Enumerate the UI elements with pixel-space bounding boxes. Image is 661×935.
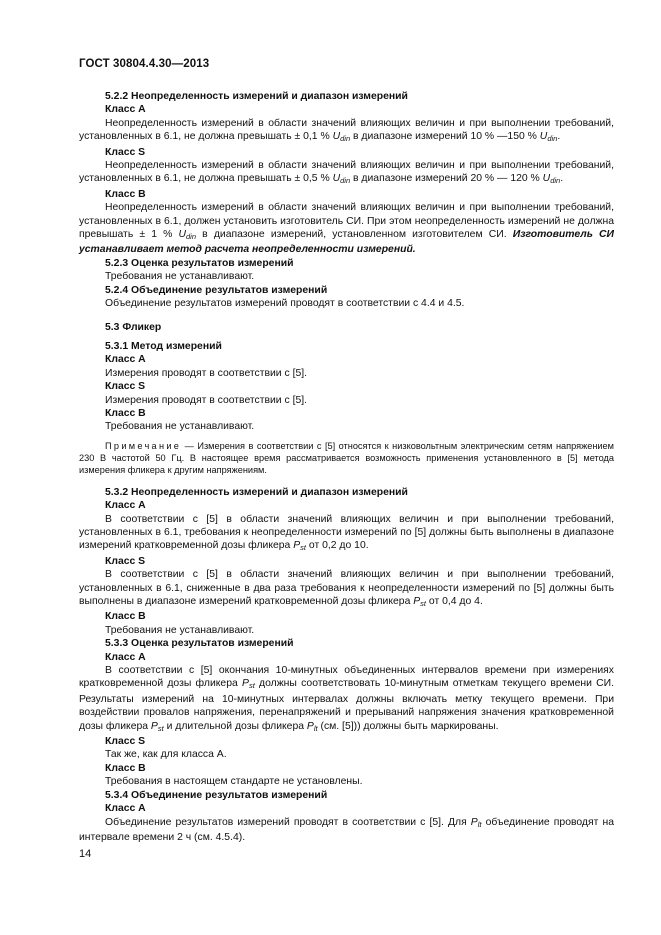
class-a-label: Класс А bbox=[105, 803, 146, 815]
section-title-5-3: 5.3 Фликер bbox=[105, 321, 162, 333]
paragraph: Требования не устанавливают. bbox=[105, 624, 255, 636]
paragraph: Измерения проводят в соответствии с [5]. bbox=[105, 394, 308, 406]
page-number: 14 bbox=[79, 848, 92, 860]
section-title-5-2-2: 5.2.2 Неопределенность измерений и диапазон измерений bbox=[105, 91, 408, 102]
section-title-5-3-2: 5.3.2 Неопределенность измерений и диапазон измерений bbox=[105, 486, 408, 498]
class-b-label: Класс В bbox=[105, 762, 146, 774]
class-s-label: Класс S bbox=[105, 555, 146, 567]
paragraph: В соответствии с [5] в области значений влияющих величин и при выполнении требований, установленных в 6.1, сниженные в два раза требования к неопределенности измерений по [5] должны быть выполнены в диапазоне измерений кратковременной дозы фликера $P_{st}$ от 0,4 до 4. bbox=[79, 569, 614, 608]
paragraph: Требования не устанавливают. bbox=[105, 421, 255, 433]
paragraph: Неопределенность измерений в области значений влияющих величин и при выполнении требований, установленных в 6.1, не должна превышать ± 0,5 % $U_{din}$ в диапазоне измерений 20 % — 120 % $U_{din}$. bbox=[79, 160, 614, 186]
section-title-5-2-4: 5.2.4 Объединение результатов измерений bbox=[105, 284, 328, 296]
class-b-label: Класс В bbox=[105, 611, 146, 623]
paragraph: В соответствии с [5] окончания 10-минутных объединенных интервалов времени при измерениях кратковременной дозы фликера $P_{st}$ должны соответствовать 10-минутным отметкам текущего времени СИ. Результаты измерений на 10-минутных интервалах должны включать метку текущего времени. При воздействии провалов напряжения, перенапряжений и прерываний напряжения значения кратковременной дозы фликера $P_{st}$ и длительной дозы фликера $P_{lt}$ (см. [5])) должны быть маркированы. bbox=[79, 665, 614, 733]
paragraph: Объединение результатов измерений проводят в соответствии с [5]. Для $P_{lt}$ объединение проводят на интервале времени 2 ч (см. 4.5.4). bbox=[79, 816, 614, 843]
paragraph: Измерения проводят в соответствии с [5]. bbox=[105, 367, 308, 379]
paragraph: В соответствии с [5] в области значений влияющих величин и при выполнении требований, установленных в 6.1, требования к неопределенности измерений по [5] должны быть выполнены в диапазоне измерений кратковременной дозы фликера $P_{st}$ от 0,2 до 10. bbox=[79, 513, 614, 553]
page-content bbox=[79, 90, 614, 844]
paragraph: Так же, как для класса А. bbox=[105, 749, 227, 761]
class-a-label: Класс А bbox=[105, 651, 146, 663]
paragraph: Неопределенность измерений в области значений влияющих величин и при выполнении требований, установленных в 6.1, должен установить изготовитель СИ. При этом неопределенность измерений не должна превышать ± 1 % $U_{din}$ в диапазоне измерений, установленном изготовителем СИ. Изготовитель СИ устанавливает метод расчета неопределенности измерений. bbox=[79, 202, 614, 256]
note-label: Примечание bbox=[105, 440, 182, 451]
section-title-5-3-4: 5.3.4 Объединение результатов измерений bbox=[105, 789, 328, 801]
document-header: ГОСТ 30804.4.30—2013 bbox=[79, 58, 210, 70]
class-a-label: Класс А bbox=[105, 104, 146, 116]
note: Примечание — Измерения в соответствии с [5] относятся к низковольтным электрическим сетям напряжением 230 В частотой 50 Гц. В настоящее время рассматривается возможность применения установленного в [5] метода измерения фликера к другим напряжениям. bbox=[79, 440, 614, 475]
paragraph: Объединение результатов измерений проводят в соответствии с 4.4 и 4.5. bbox=[105, 298, 465, 310]
class-s-label: Класс S bbox=[105, 146, 146, 158]
section-title-5-3-1: 5.3.1 Метод измерений bbox=[105, 340, 222, 352]
class-s-label: Класс S bbox=[105, 381, 146, 393]
class-a-label: Класс А bbox=[105, 354, 146, 366]
paragraph: Неопределенность измерений в области значений влияющих величин и при выполнении требований, установленных в 6.1, не должна превышать ± 0,1 % $U_{din}$ в диапазоне измерений 10 % —150 % $U_{din}$. bbox=[79, 117, 614, 144]
paragraph: Требования не устанавливают. bbox=[105, 271, 255, 283]
paragraph: Требования в настоящем стандарте не установлены. bbox=[105, 776, 363, 788]
class-b-label: Класс В bbox=[105, 407, 146, 419]
class-a-label: Класс А bbox=[105, 500, 146, 512]
class-s-label: Класс S bbox=[105, 736, 146, 748]
section-title-5-2-3: 5.2.3 Оценка результатов измерений bbox=[105, 257, 294, 269]
section-title-5-3-3: 5.3.3 Оценка результатов измерений bbox=[105, 638, 294, 650]
class-b-label: Класс В bbox=[105, 188, 146, 200]
